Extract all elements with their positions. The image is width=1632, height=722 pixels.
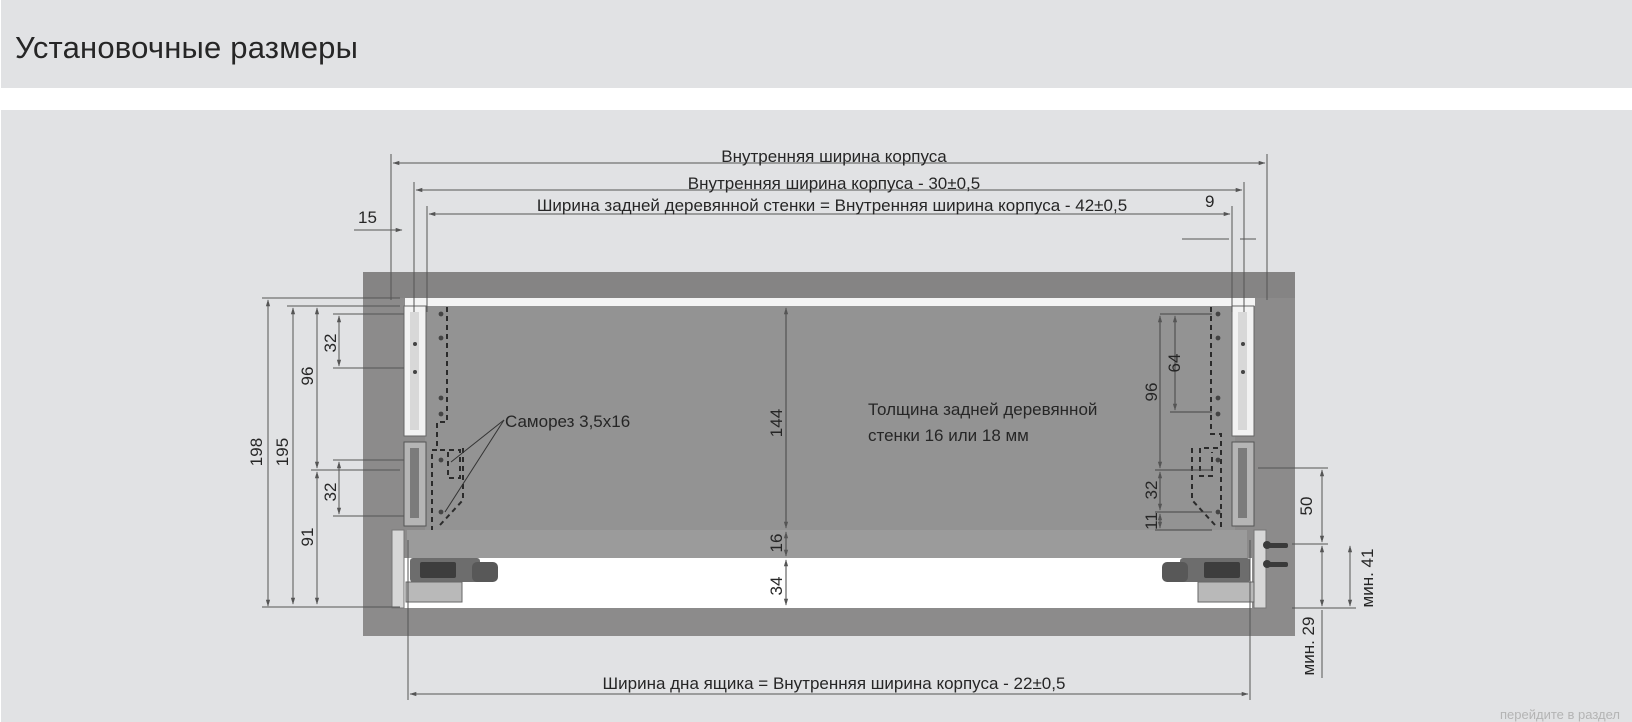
label-screw: Саморез 3,5х16 <box>505 412 631 431</box>
dim-15: 15 <box>358 208 377 227</box>
dim-96-left: 96 <box>298 366 317 386</box>
dim-34: 34 <box>767 576 786 596</box>
left-runner <box>404 306 426 526</box>
label-back-thickness-line2: стенки 16 или 18 мм <box>868 426 1029 445</box>
label-bottom-width: Ширина дна ящика = Внутренняя ширина корпуса - 22±0,5 <box>602 674 1066 693</box>
dim-min-29: мин. 29 <box>1299 616 1318 676</box>
label-back-wall-width: Ширина задней деревянной стенки = Внутренняя ширина корпуса - 42±0,5 <box>536 196 1128 215</box>
dim-195: 195 <box>273 437 292 467</box>
dim-50: 50 <box>1297 496 1316 516</box>
dim-32-bottom-left: 32 <box>321 482 340 502</box>
right-runner <box>1232 306 1254 526</box>
cabinet-top-band <box>363 272 1295 298</box>
dim-96-right: 96 <box>1142 382 1161 402</box>
dim-198: 198 <box>247 437 266 467</box>
dim-32-top-left: 32 <box>321 333 340 353</box>
label-inner-width: Внутренняя ширина корпуса <box>721 147 947 166</box>
dim-9: 9 <box>1205 192 1215 211</box>
dim-144: 144 <box>767 408 786 438</box>
section-link[interactable]: перейдите в раздел <box>1500 707 1620 722</box>
dim-min-41: мин. 41 <box>1358 548 1377 608</box>
drawer-bottom <box>407 530 1247 558</box>
dim-16: 16 <box>767 533 786 553</box>
page-title: Установочные размеры <box>15 30 359 65</box>
dim-32-right: 32 <box>1142 480 1161 500</box>
label-back-thickness-line1: Толщина задней деревянной <box>868 400 1098 419</box>
label-inner-width-minus: Внутренняя ширина корпуса - 30±0,5 <box>687 174 981 193</box>
cabinet-inner-strip <box>405 298 1255 306</box>
dim-11: 11 <box>1142 512 1161 530</box>
dim-64: 64 <box>1165 353 1184 373</box>
dim-91: 91 <box>298 527 317 547</box>
drawer-gap <box>400 558 1252 608</box>
